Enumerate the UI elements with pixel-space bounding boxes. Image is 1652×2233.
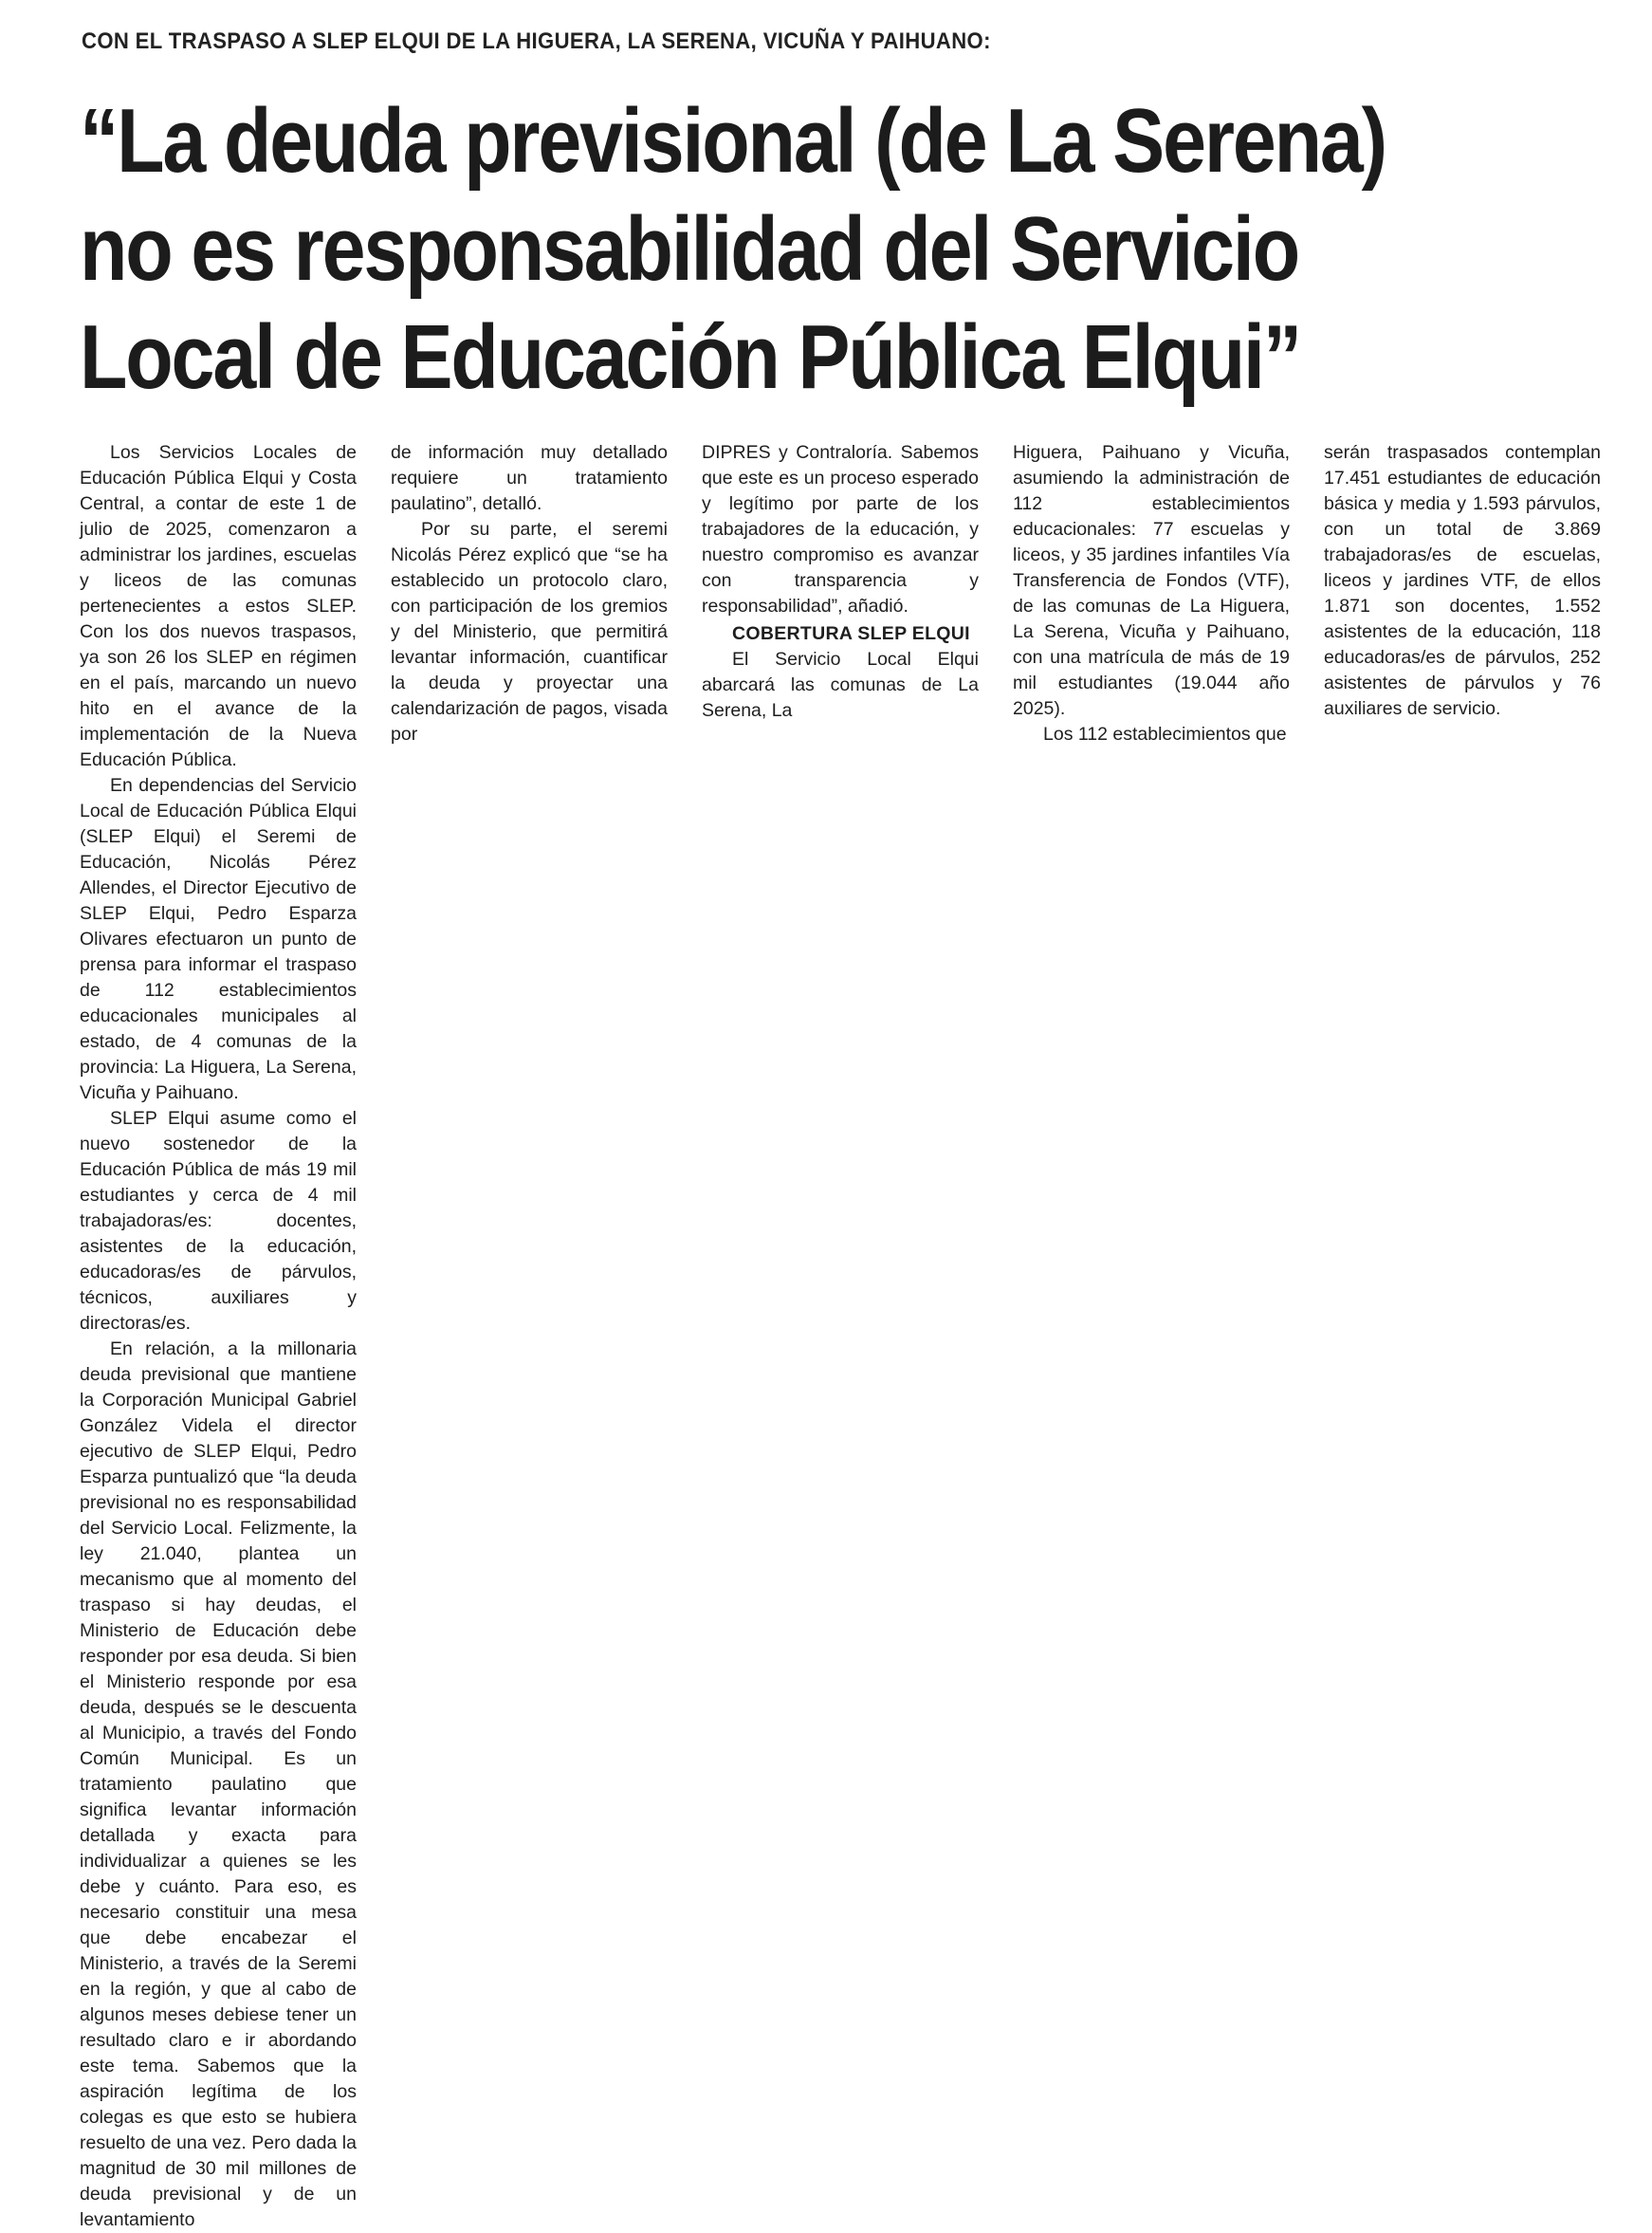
paragraph: de información muy detallado requiere un tratamiento paulatino”, detalló. [391,442,668,514]
text-column-3 [702,440,979,724]
paragraph: DIPRES y Contraloría. Sabemos que este es un proceso esperado y legítimo por parte de los trabajadores de la educación, y nuestro compromiso es avanzar con transparencia y responsabilidad”, añadió. [702,442,979,617]
paragraph: Los 112 establecimientos que [1043,724,1287,745]
paragraph: El Servicio Local Elqui abarcará las comunas de La Serena, La [702,649,979,721]
headline-line: “La deuda previsional (de La Serena) [80,90,1386,192]
text-column-2 [391,440,668,747]
paragraph: En relación, a la millonaria deuda previsional que mantiene la Corporación Municipal Gabriel González Videla el director ejecutivo de SLEP Elqui, Pedro Esparza puntualizó que “la deuda previsional no es responsabilidad del Servicio Local. Felizmente, la ley 21.040, plantea un mecanismo que al momento del traspaso si hay deudas, el Ministerio de Educación debe responder por esa deuda. Si bien el Ministerio responde por esa deuda, después se le descuenta al Municipio, a través del Fondo Común Municipal. Es un tratamiento paulatino que significa levantar información detallada y exacta para individualizar a quienes se les debe y cuánto. Para eso, es necesario constituir una mesa que debe encabezar el Ministerio, a través de la Seremi en la región, y que al cabo de algunos meses debiese tener un resultado claro e ir abordando este tema. Sabemos que la aspiración legítima de los colegas es que esto se hubiera resuelto de una vez. Pero dada la magnitud de 30 mil millones de deuda previsional y de un levantamiento [80,1338,357,2230]
article-headline [80,87,1386,412]
paragraph: serán traspasados contemplan 17.451 estudiantes de educación básica y media y 1.593 párvulos, con un total de 3.869 trabajadoras/es de escuelas, liceos y jardines VTF, de ellos 1.871 son docentes, 1.552 asistentes de la educación, 118 educadoras/es de párvulos, 252 asistentes de párvulos y 76 auxiliares de servicio. [1324,442,1601,719]
headline-line: Local de Educación Pública Elqui” [80,306,1300,408]
article-kicker: CON EL TRASPASO A SLEP ELQUI DE LA HIGUERA, LA SERENA, VICUÑA Y PAIHUANO: [82,28,991,54]
headline-line: no es responsabilidad del Servicio [80,198,1298,300]
text-column-4 [1013,440,1290,747]
paragraph: SLEP Elqui asume como el nuevo sostenedor de la Educación Pública de más 19 mil estudiantes y cerca de 4 mil trabajadoras/es: docentes, asistentes de la educación, educadoras/es de párvulos, técnicos, auxiliares y directoras/es. [80,1108,357,1334]
section-subheading: COBERTURA SLEP ELQUI [732,623,970,644]
paragraph: Los Servicios Locales de Educación Pública Elqui y Costa Central, a contar de este 1 de julio de 2025, comenzaron a administrar los jardines, escuelas y liceos de las comunas pertenecientes a estos SLEP. Con los dos nuevos traspasos, ya son 26 los SLEP en régimen en el país, marcando un nuevo hito en el avance de la implementación de la Nueva Educación Pública. [80,442,357,770]
paragraph: En dependencias del Servicio Local de Educación Pública Elqui (SLEP Elqui) el Seremi de Educación, Nicolás Pérez Allendes, el Director Ejecutivo de SLEP Elqui, Pedro Esparza Olivares efectuaron un punto de prensa para informar el traspaso de 112 establecimientos educacionales municipales al estado, de 4 comunas de la provincia: La Higuera, La Serena, Vicuña y Paihuano. [80,775,357,1103]
text-column-1 [80,440,357,2233]
paragraph: Higuera, Paihuano y Vicuña, asumiendo la administración de 112 establecimientos educacionales: 77 escuelas y liceos, y 35 jardines infantiles Vía Transferencia de Fondos (VTF), de las comunas de La Higuera, La Serena, Vicuña y Paihuano, con una matrícula de más de 19 mil estudiantes (19.044 año 2025). [1013,442,1290,719]
paragraph: Por su parte, el seremi Nicolás Pérez explicó que “se ha establecido un protocolo claro, con participación de los gremios y del Ministerio, que permitirá levantar información, cuantificar la deuda y proyectar una calendarización de pagos, visada por [391,519,668,745]
article-body [80,440,1601,2230]
text-column-5 [1324,440,1601,722]
